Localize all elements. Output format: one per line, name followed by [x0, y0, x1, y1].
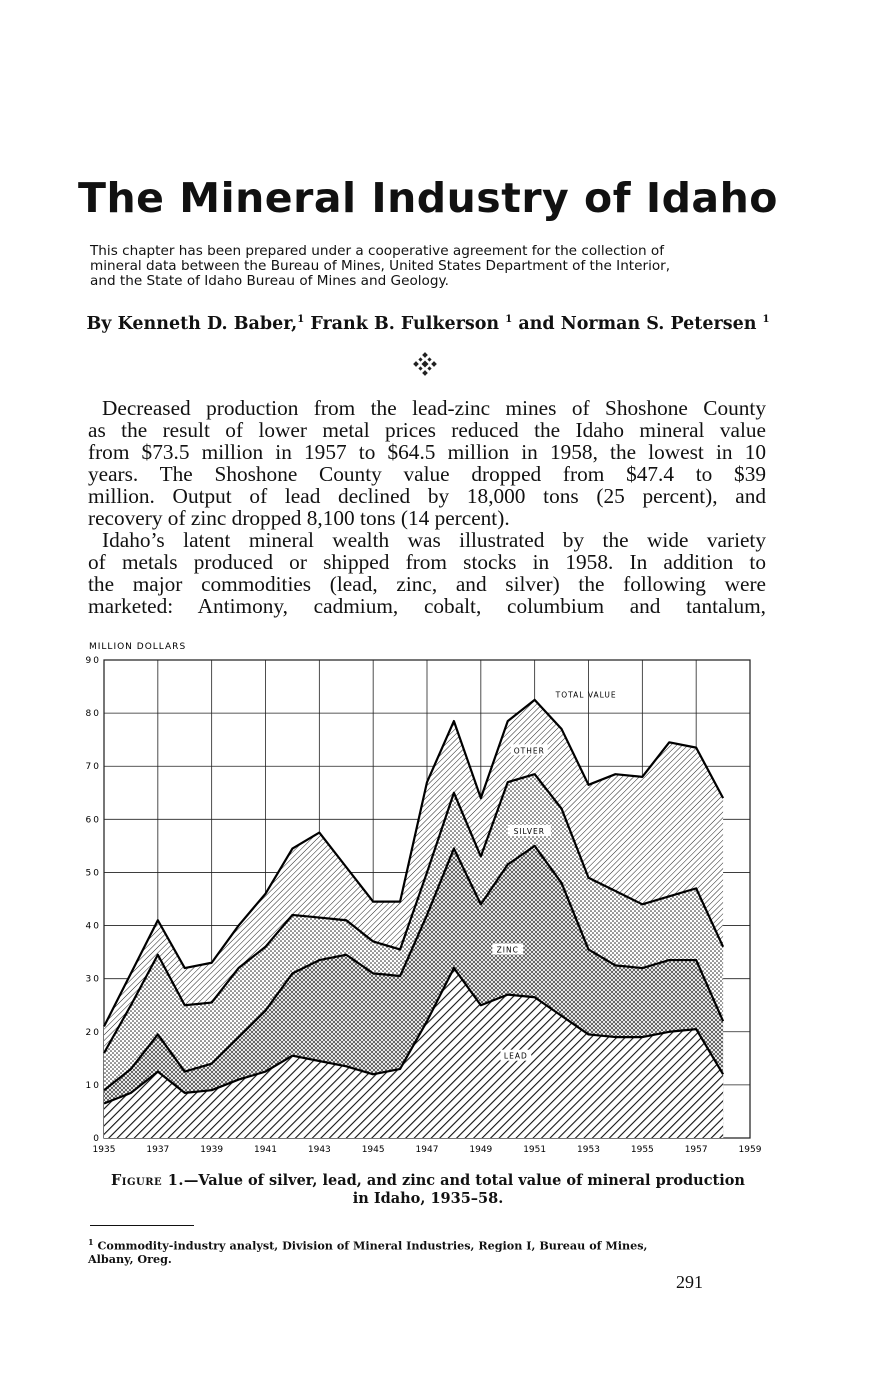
x-tick-label: 1945 — [361, 1145, 385, 1155]
body-line: as the result of lower metal prices reduced the Idaho mineral value — [88, 418, 766, 442]
footnote-mark: 1 — [505, 314, 513, 326]
x-tick-label: 1959 — [738, 1145, 762, 1155]
body-line: years. The Shoshone County value dropped from $47.4 to $39 — [88, 462, 766, 486]
byline-prefix: By — [86, 314, 112, 334]
y-axis-label: MILLION DOLLARS — [89, 642, 187, 652]
x-tick-label: 1937 — [146, 1145, 170, 1155]
footnote-divider — [90, 1225, 194, 1226]
series-label: OTHER — [513, 746, 545, 756]
author-name: Frank B. Fulkerson — [310, 314, 500, 334]
cooperative-note — [90, 244, 770, 289]
series-label: TOTAL VALUE — [555, 690, 617, 700]
x-tick-label: 1943 — [307, 1145, 331, 1155]
x-tick-label: 1953 — [577, 1145, 600, 1155]
caption-text-2: in Idaho, 1935–58. — [352, 1190, 504, 1207]
x-tick-label: 1949 — [469, 1145, 493, 1155]
page-title: The Mineral Industry of Idaho — [78, 174, 778, 222]
footnote-mark: 1 — [297, 314, 305, 326]
footnote-text: Commodity-industry analyst, Division of Mineral Industries, Region I, Bureau of Mines, — [93, 1238, 648, 1253]
y-tick-label: 70 — [85, 762, 101, 773]
footnote — [88, 1236, 778, 1266]
x-tick-label: 1957 — [684, 1145, 708, 1155]
x-tick-label: 1947 — [415, 1145, 439, 1155]
footnote-mark: 1 — [88, 1237, 94, 1247]
series-label: SILVER — [513, 827, 545, 837]
body-line: Idaho’s latent mineral wealth was illustrated by the wide variety — [102, 528, 766, 552]
note-line: and the State of Idaho Bureau of Mines and Geology. — [90, 273, 449, 289]
body-line: recovery of zinc dropped 8,100 tons (14 percent). — [88, 506, 510, 530]
note-line: mineral data between the Bureau of Mines, United States Department of the Interior, — [90, 258, 671, 274]
footnote-text-2: Albany, Oreg. — [88, 1251, 172, 1266]
y-tick-label: 20 — [85, 1027, 101, 1038]
body-line: of metals produced or shipped from stocks in 1958. In addition to — [88, 550, 766, 574]
y-tick-label: 0 — [93, 1134, 101, 1144]
y-tick-label: 10 — [85, 1080, 101, 1091]
note-line: This chapter has been prepared under a cooperative agreement for the collection of — [90, 243, 665, 259]
x-tick-label: 1941 — [254, 1145, 277, 1155]
production-chart — [84, 636, 774, 1166]
figure-caption — [90, 1172, 766, 1208]
x-tick-label: 1939 — [200, 1145, 224, 1155]
body-line: the major commodities (lead, zinc, and silver) the following were — [88, 572, 766, 596]
body-line: from $73.5 million in 1957 to $64.5 million in 1958, the lowest in 10 — [88, 440, 766, 464]
caption-text: —Value of silver, lead, and zinc and total value of mineral production — [183, 1172, 745, 1189]
ornament-icon — [413, 352, 437, 376]
y-tick-label: 40 — [85, 921, 101, 932]
x-tick-label: 1951 — [523, 1145, 547, 1155]
byline — [0, 314, 856, 334]
series-label: ZINC — [496, 945, 519, 955]
body-text — [88, 397, 766, 617]
footnote-mark: 1 — [762, 314, 770, 326]
y-tick-label: 60 — [85, 815, 101, 826]
author-name: Kenneth D. Baber, — [117, 314, 298, 334]
body-line: marketed: Antimony, cadmium, cobalt, columbium and tantalum, — [88, 594, 766, 618]
y-tick-label: 50 — [85, 868, 101, 879]
body-line: million. Output of lead declined by 18,000 tons (25 percent), and — [88, 484, 766, 508]
x-tick-label: 1955 — [630, 1145, 654, 1155]
y-tick-label: 90 — [85, 656, 101, 666]
y-tick-label: 30 — [85, 974, 101, 985]
series-label: LEAD — [503, 1051, 528, 1061]
author-name: and Norman S. Petersen — [518, 314, 757, 334]
page-number: 291 — [676, 1272, 703, 1292]
figure-label: Figure 1. — [111, 1172, 184, 1189]
y-tick-label: 80 — [85, 709, 101, 720]
body-line: Decreased production from the lead-zinc mines of Shoshone County — [102, 396, 766, 420]
x-tick-label: 1935 — [92, 1145, 116, 1155]
